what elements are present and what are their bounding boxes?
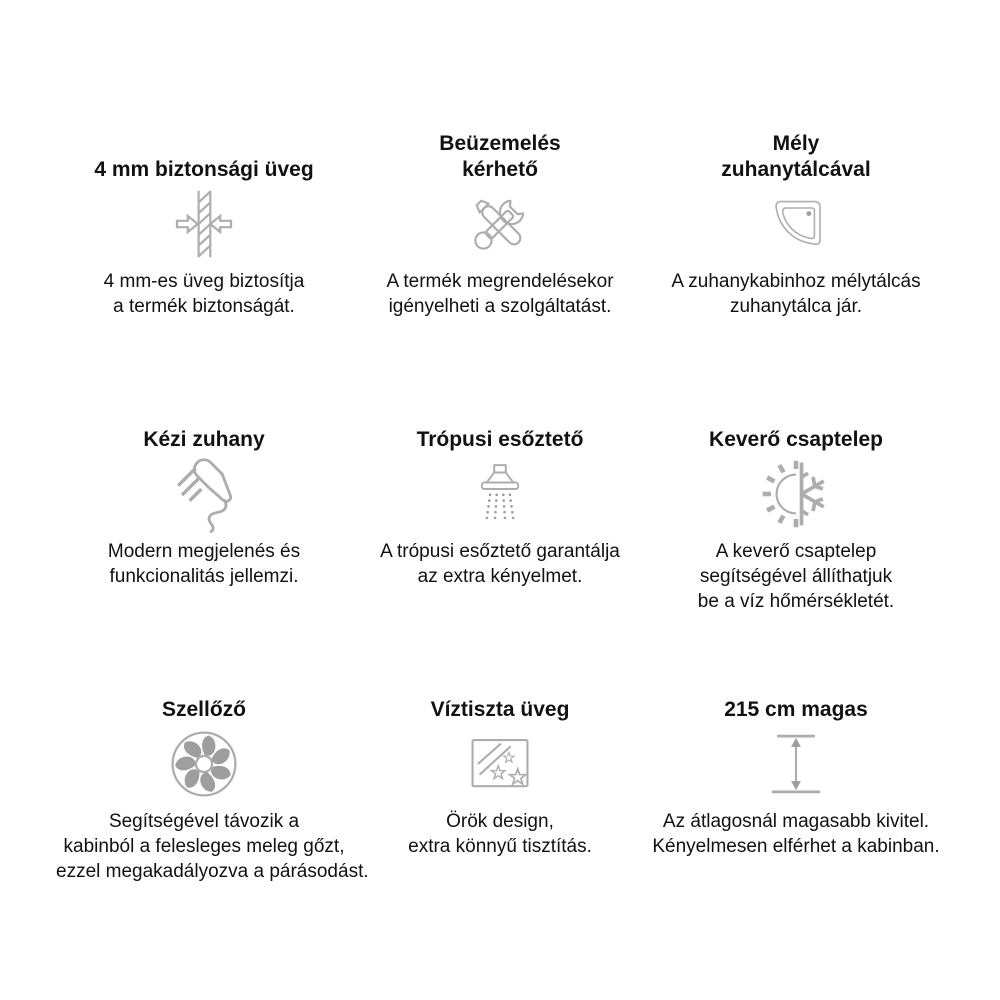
feature-description: A termék megrendelésekor igényelheti a szolgáltatást.: [386, 271, 614, 317]
feature-description: 4 mm-es üveg biztosítja a termék biztonságát.: [103, 271, 305, 317]
feature-title-line: Kézi zuhany: [143, 428, 265, 451]
rain-shower-icon: [352, 453, 648, 535]
feature-card-installation: [352, 131, 648, 401]
feature-description: Modern megjelenés és funkcionalitás jellemzi.: [107, 541, 301, 587]
feature-card-mixer-tap: [648, 401, 944, 671]
feature-card-height: [648, 671, 944, 941]
feature-title: [56, 671, 352, 723]
fan-icon: [56, 723, 352, 805]
feature-title-line: Víztiszta üveg: [430, 698, 570, 721]
shower-tray-icon: [648, 183, 944, 265]
feature-title-line: Mély: [772, 132, 820, 155]
feature-title-line: Szellőző: [161, 698, 246, 721]
glass-thickness-icon: [56, 183, 352, 265]
feature-title-line: zuhanytálcával: [721, 158, 871, 181]
feature-description: A keverő csaptelep segítségével állíthatjuk be a víz hőmérsékletét.: [697, 541, 895, 612]
feature-title: [648, 131, 944, 183]
feature-title-line: Keverő csaptelep: [709, 428, 883, 451]
height-arrow-icon: [648, 723, 944, 805]
feature-title: [56, 401, 352, 453]
mixer-tap-icon: [648, 453, 944, 535]
feature-card-ventilation: [56, 671, 369, 941]
clear-glass-icon: [352, 723, 648, 805]
feature-description: Az átlagosnál magasabb kivitel. Kényelmesen elférhet a kabinban.: [652, 811, 940, 857]
feature-description: A trópusi esőztető garantálja az extra kényelmet.: [380, 541, 620, 587]
feature-title-line: Trópusi esőztető: [416, 428, 584, 451]
tools-icon: [352, 183, 648, 265]
feature-card-glass-thickness: [56, 131, 352, 401]
feature-title: [648, 401, 944, 453]
feature-title-line: kérhető: [462, 158, 538, 181]
feature-title: [56, 131, 352, 183]
feature-description: Segítségével távozik a kabinból a felesleges meleg gőzt, ezzel megakadályozva a párásodást.: [56, 811, 369, 882]
feature-title-line: 4 mm biztonsági üveg: [94, 158, 314, 181]
feature-card-clear-glass: [352, 671, 648, 941]
feature-description: Örök design, extra könnyű tisztítás.: [408, 811, 592, 857]
feature-title: [648, 671, 944, 723]
feature-title: [352, 671, 648, 723]
feature-description: A zuhanykabinhoz mélytálcás zuhanytálca jár.: [671, 271, 921, 317]
feature-title: [352, 131, 648, 183]
feature-card-deep-tray: [648, 131, 944, 401]
feature-title-line: 215 cm magas: [724, 698, 868, 721]
hand-shower-icon: [56, 453, 352, 535]
feature-title: [352, 401, 648, 453]
feature-card-rain-shower: [352, 401, 648, 671]
feature-card-hand-shower: [56, 401, 352, 671]
feature-title-line: Beüzemelés: [439, 132, 561, 155]
